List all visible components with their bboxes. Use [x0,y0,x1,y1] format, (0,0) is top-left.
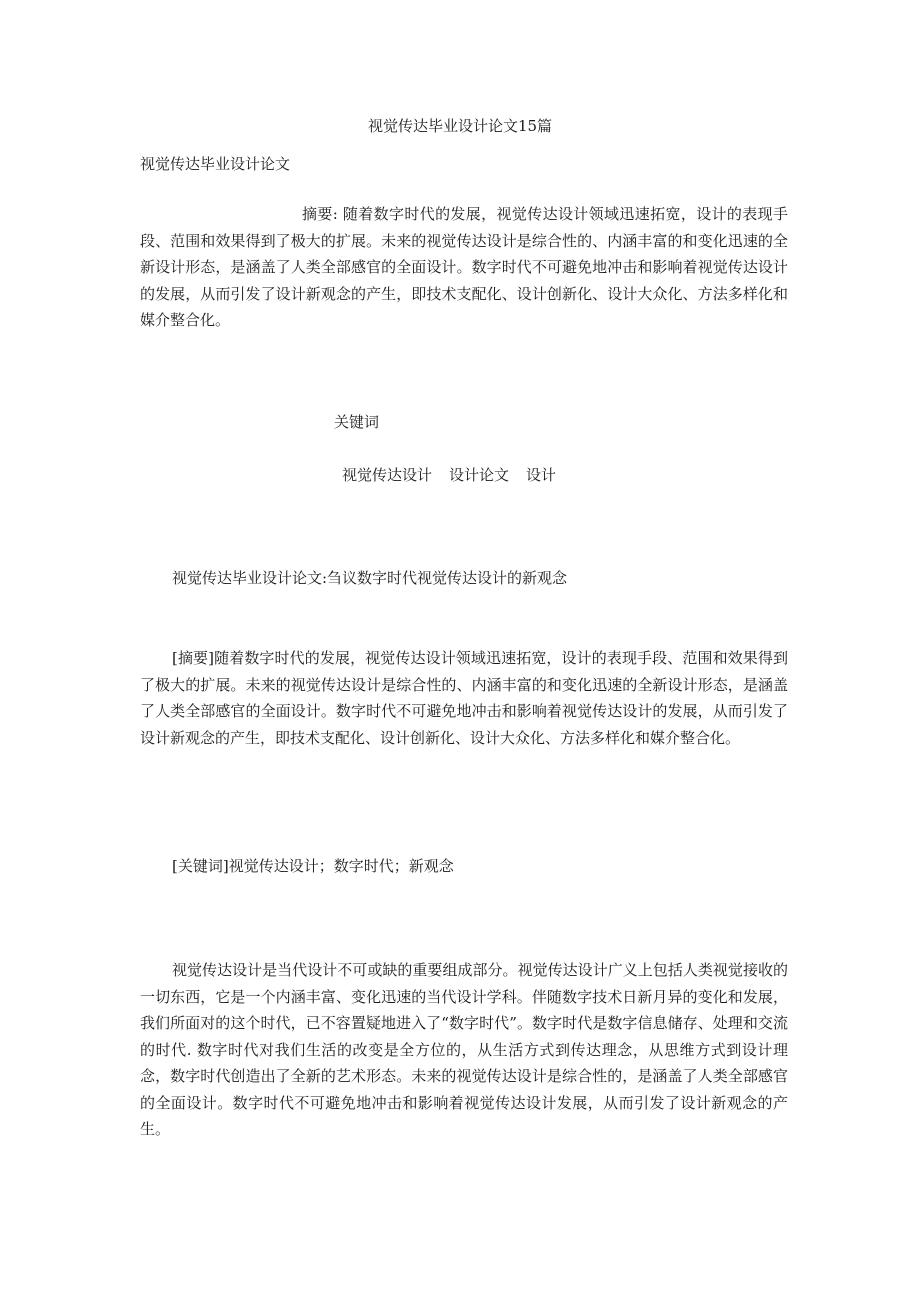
keyword-item: 视觉传达设计 [342,466,433,484]
body-paragraph: 视觉传达设计是当代设计不可或缺的重要组成部分。视觉传达设计广义上包括人类视觉接收的一切东西，它是一个内涵丰富、变化迅速的当代设计学科。伴随数字技术日新月异的变化和发展，我们所面对的这个时代，已不容置疑地进入了“数字时代”。数字时代是数字信息储存、处理和交流的时代. 数字时代对我们生活的改变是全方位的，从生活方式到传达理念，从思维方式到设计理念，数字时代创造出了全新的艺术形态。未来的视觉传达设计是综合性的，是涵盖了人类全部感官的全面设计。数字时代不可避免地冲击和影响着视觉传达设计发展，从而引发了设计新观念的产生。 [140,961,788,1138]
keywords-label: 关键词 [334,413,380,431]
keyword-item: 设计 [526,466,557,484]
article-abstract: [摘要]随着数字时代的发展，视觉传达设计领域迅速拓宽，设计的表现手段、范围和效果得到了极大的扩展。未来的视觉传达设计是综合性的、内涵丰富的和变化迅速的全新设计形态，是涵盖了人类全部感官的全面设计。数字时代不可避免地冲击和影响着视觉传达设计的发展，从而引发了设计新观念的产生，即技术支配化、设计创新化、设计大众化、方法多样化和媒介整合化。 [140,649,788,747]
keyword-list [342,465,573,485]
abstract-paragraph: 摘要: 随着数字时代的发展，视觉传达设计领域迅速拓宽，设计的表现手段、范围和效果得到了极大的扩展。未来的视觉传达设计是综合性的、内涵丰富的和变化迅速的全新设计形态，是涵盖了人类全部感官的全面设计。数字时代不可避免地冲击和影响着视觉传达设计的发展，从而引发了设计新观念的产生，即技术支配化、设计创新化、设计大众化、方法多样化和媒介整合化。 [140,205,788,329]
keyword-item: 设计论文 [449,466,510,484]
document-title: 视觉传达毕业设计论文15篇 [367,117,553,135]
article-subtitle: 视觉传达毕业设计论文:刍议数字时代视觉传达设计的新观念 [172,569,568,587]
section-heading: 视觉传达毕业设计论文 [140,155,291,173]
article-keywords: [关键词]视觉传达设计；数字时代；新观念 [172,857,454,875]
